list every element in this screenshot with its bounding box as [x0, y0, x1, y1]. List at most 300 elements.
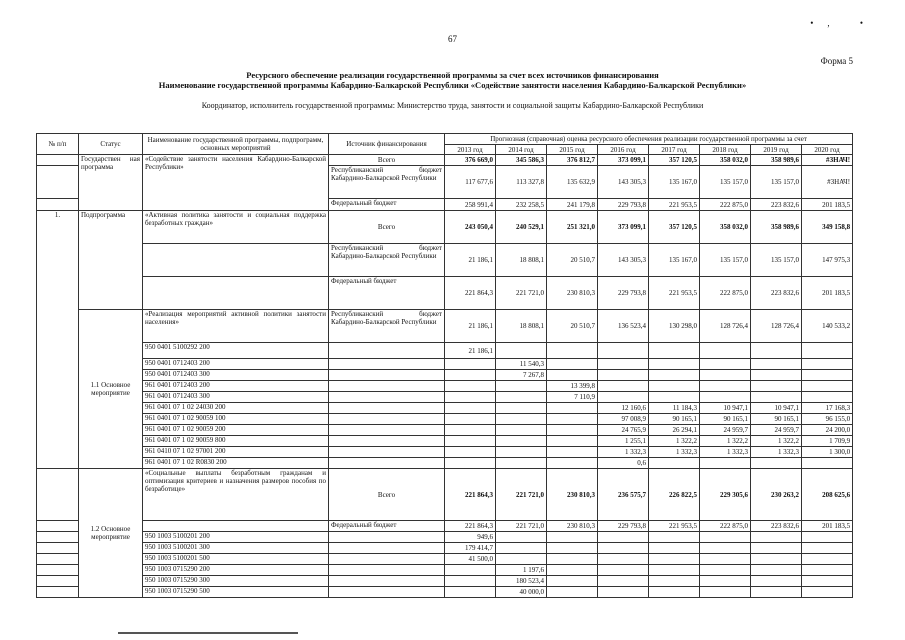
cell-source: [329, 392, 445, 403]
cell-value-2015-год: 7 110,9: [547, 392, 598, 403]
cell-value-2020-год: [802, 532, 853, 543]
cell-value-2013-год: 949,6: [445, 532, 496, 543]
cell-source: [329, 447, 445, 458]
cell-name: 950 1003 0715290 300: [143, 576, 329, 587]
cell-value-2013-год: 221 864,3: [445, 469, 496, 521]
cell-value-2016-год: 0,6: [598, 458, 649, 469]
table-row: [37, 414, 853, 425]
header-year: 2018 год: [700, 145, 751, 155]
cell-value-2014-год: 18 808,1: [496, 244, 547, 277]
cell-value-2017-год: 226 822,5: [649, 469, 700, 521]
cell-value-2020-год: 1 300,0: [802, 447, 853, 458]
cell-value-2013-год: 21 186,1: [445, 244, 496, 277]
cell-value-2016-год: [598, 532, 649, 543]
cell-value-2015-год: [547, 343, 598, 359]
cell-value-2018-год: [700, 532, 751, 543]
coordinator-line: Координатор, исполнитель государственной программы: Министерство труда, занятости и социальной защиты Кабардино-Балкарской Республики: [201, 101, 704, 110]
cell-value-2013-год: [445, 370, 496, 381]
cell-value-2017-год: [649, 543, 700, 554]
cell-source: [329, 532, 445, 543]
cell-value-2017-год: [649, 554, 700, 565]
cell-value-2020-год: [802, 392, 853, 403]
cell-value-2017-год: [649, 458, 700, 469]
table-row: [37, 436, 853, 447]
cell-value-2018-год: 222 875,0: [700, 199, 751, 211]
cell-value-2013-год: [445, 414, 496, 425]
table-row: [37, 155, 853, 166]
cell-value-2014-год: [496, 447, 547, 458]
header-year: 2020 год: [802, 145, 853, 155]
cell-value-2016-год: 143 305,3: [598, 166, 649, 199]
cell-value-2013-год: 179 414,7: [445, 543, 496, 554]
cell-source: [329, 436, 445, 447]
cell-name: 950 0401 0712403 200: [143, 359, 329, 370]
cell-value-2017-год: 135 167,0: [649, 166, 700, 199]
cell-value-2016-год: [598, 554, 649, 565]
table-row: [37, 565, 853, 576]
cell-value-2017-год: 1 322,2: [649, 436, 700, 447]
cell-value-2015-год: [547, 436, 598, 447]
cell-value-2020-год: [802, 554, 853, 565]
cell-value-2020-год: 201 183,5: [802, 521, 853, 532]
cell-value-2020-год: 1 709,9: [802, 436, 853, 447]
cell-value-2019-год: 10 947,1: [751, 403, 802, 414]
cell-value-2013-год: 221 864,3: [445, 521, 496, 532]
cell-value-2016-год: 229 793,8: [598, 277, 649, 310]
cell-value-2016-год: 1 255,1: [598, 436, 649, 447]
cell-value-2019-год: 358 989,6: [751, 211, 802, 244]
cell-value-2018-год: 10 947,1: [700, 403, 751, 414]
cell-source: [329, 554, 445, 565]
cell-value-2020-год: [802, 543, 853, 554]
cell-source: [329, 381, 445, 392]
header-name: Наименование государственной программы, подпрограмм, основных мероприятий: [143, 134, 329, 155]
cell-value-2018-год: 135 157,0: [700, 166, 751, 199]
cell-source: [329, 587, 445, 598]
cell-value-2016-год: 373 099,1: [598, 211, 649, 244]
cell-value-2013-год: [445, 458, 496, 469]
table-row: [37, 381, 853, 392]
cell-value-2017-год: 357 120,5: [649, 211, 700, 244]
cell-name: «Реализация мероприятий активной политики занятости населения»: [143, 310, 329, 343]
cell-value-2013-год: [445, 576, 496, 587]
cell-value-2016-год: 373 099,1: [598, 155, 649, 166]
cell-value-2015-год: [547, 370, 598, 381]
cell-value-2019-год: [751, 543, 802, 554]
cell-value-2017-год: [649, 587, 700, 598]
cell-value-2017-год: [649, 576, 700, 587]
cell-status: Подпрограмма: [79, 211, 143, 310]
bottom-edge-mark: [118, 632, 298, 634]
cell-value-2015-год: [547, 403, 598, 414]
page-number: 67: [448, 34, 457, 44]
table-row: [37, 521, 853, 532]
cell-value-2020-год: 147 975,3: [802, 244, 853, 277]
cell-value-2020-год: 140 533,2: [802, 310, 853, 343]
cell-name: «Активная политика занятости и социальная поддержка безработных граждан»: [143, 211, 329, 244]
cell-source: [329, 370, 445, 381]
cell-value-2016-год: 24 765,9: [598, 425, 649, 436]
cell-source: [329, 576, 445, 587]
cell-value-2020-год: [802, 343, 853, 359]
cell-value-2014-год: 18 808,1: [496, 310, 547, 343]
header-year: 2013 год: [445, 145, 496, 155]
header-estimate: Прогнозная (справочная) оценка ресурсного обеспечения реализации государственной программы за счет: [445, 134, 853, 145]
cell-value-2018-год: 135 157,0: [700, 244, 751, 277]
cell-num: [37, 155, 79, 166]
cell-value-2019-год: [751, 576, 802, 587]
cell-num: [37, 166, 79, 199]
cell-num: [37, 565, 79, 576]
cell-value-2014-год: 180 523,4: [496, 576, 547, 587]
table-row: [37, 244, 853, 277]
header-year: 2017 год: [649, 145, 700, 155]
cell-value-2014-год: 232 258,5: [496, 199, 547, 211]
table-row: [37, 343, 853, 359]
cell-value-2016-год: 229 793,8: [598, 521, 649, 532]
cell-value-2014-год: [496, 343, 547, 359]
cell-value-2014-год: [496, 414, 547, 425]
cell-value-2019-год: 24 959,7: [751, 425, 802, 436]
cell-value-2020-год: [802, 359, 853, 370]
cell-value-2018-год: 90 165,1: [700, 414, 751, 425]
cell-value-2020-год: #ЗНАЧ!: [802, 166, 853, 199]
cell-value-2014-год: 40 000,0: [496, 587, 547, 598]
cell-value-2018-год: [700, 576, 751, 587]
cell-value-2019-год: [751, 381, 802, 392]
cell-value-2016-год: [598, 543, 649, 554]
cell-value-2020-год: [802, 565, 853, 576]
cell-value-2019-год: 1 332,3: [751, 447, 802, 458]
cell-num: 1.: [37, 211, 79, 469]
cell-value-2013-год: [445, 425, 496, 436]
cell-source: [329, 565, 445, 576]
cell-value-2016-год: [598, 565, 649, 576]
cell-value-2019-год: 358 989,6: [751, 155, 802, 166]
cell-value-2013-год: [445, 392, 496, 403]
cell-value-2013-год: 117 677,6: [445, 166, 496, 199]
cell-value-2013-год: [445, 436, 496, 447]
program-title: Наименование государственной программы Кабардино-Балкарской Республики «Содействие занятости населения Кабардино-Балкарской Республики»: [158, 80, 747, 90]
cell-value-2020-год: 201 183,5: [802, 277, 853, 310]
cell-value-2015-год: 241 179,8: [547, 199, 598, 211]
cell-value-2015-год: [547, 587, 598, 598]
cell-value-2017-год: [649, 392, 700, 403]
cell-value-2015-год: 230 810,3: [547, 277, 598, 310]
cell-name: 950 0401 5100292 200: [143, 343, 329, 359]
cell-name: 961 0410 07 1 02 97001 200: [143, 447, 329, 458]
table-row: [37, 392, 853, 403]
cell-value-2016-год: 143 305,3: [598, 244, 649, 277]
header-source: Источник финансирования: [329, 134, 445, 155]
cell-value-2015-год: 13 399,8: [547, 381, 598, 392]
cell-name: 961 0401 07 1 02 24030 200: [143, 403, 329, 414]
cell-source: [329, 543, 445, 554]
cell-source: Федеральный бюджет: [329, 521, 445, 532]
cell-value-2018-год: [700, 543, 751, 554]
header-year: 2014 год: [496, 145, 547, 155]
cell-value-2016-год: [598, 381, 649, 392]
table-row: [37, 576, 853, 587]
cell-name: 950 1003 0715290 200: [143, 565, 329, 576]
cell-value-2020-год: 208 625,6: [802, 469, 853, 521]
table-body: [37, 155, 853, 598]
table-row: [37, 211, 853, 244]
cell-value-2015-год: [547, 543, 598, 554]
cell-value-2020-год: 17 168,3: [802, 403, 853, 414]
cell-num: [37, 532, 79, 543]
cell-value-2013-год: 221 864,3: [445, 277, 496, 310]
table-row: [37, 532, 853, 543]
cell-value-2018-год: [700, 381, 751, 392]
cell-value-2013-год: 376 669,0: [445, 155, 496, 166]
cell-value-2015-год: [547, 532, 598, 543]
cell-value-2016-год: [598, 370, 649, 381]
cell-source: [329, 414, 445, 425]
cell-value-2017-год: 357 120,5: [649, 155, 700, 166]
cell-value-2020-год: [802, 381, 853, 392]
cell-value-2020-год: #ЗНАЧ!: [802, 155, 853, 166]
cell-value-2020-год: 24 200,0: [802, 425, 853, 436]
cell-value-2019-год: 1 322,2: [751, 436, 802, 447]
header-year: 2016 год: [598, 145, 649, 155]
cell-value-2014-год: [496, 403, 547, 414]
header-status: Статус: [79, 134, 143, 155]
resource-table-wrapper: [36, 133, 852, 598]
document-title: Ресурсного обеспечение реализации государственной программы за счет всех источников финансирования: [246, 70, 659, 80]
cell-source: Республиканский бюджет Кабардино-Балкарской Республики: [329, 244, 445, 277]
cell-value-2017-год: 221 953,5: [649, 521, 700, 532]
cell-value-2017-год: [649, 359, 700, 370]
cell-value-2015-год: 230 810,3: [547, 521, 598, 532]
cell-value-2019-год: 223 832,6: [751, 521, 802, 532]
cell-value-2014-год: 221 721,0: [496, 277, 547, 310]
cell-value-2019-год: 223 832,6: [751, 277, 802, 310]
cell-name: «Содействие занятости населения Кабардино-Балкарской Республики»: [143, 155, 329, 211]
table-row: [37, 370, 853, 381]
cell-value-2016-год: [598, 576, 649, 587]
cell-value-2017-год: 135 167,0: [649, 244, 700, 277]
cell-value-2017-год: 26 294,1: [649, 425, 700, 436]
cell-value-2015-год: 230 810,3: [547, 469, 598, 521]
cell-value-2017-год: 221 953,5: [649, 277, 700, 310]
cell-value-2018-год: 1 332,3: [700, 447, 751, 458]
table-row: [37, 587, 853, 598]
cell-value-2017-год: 130 298,0: [649, 310, 700, 343]
cell-value-2014-год: 1 197,6: [496, 565, 547, 576]
cell-value-2020-год: [802, 370, 853, 381]
cell-value-2015-год: [547, 359, 598, 370]
table-header: [37, 134, 853, 155]
cell-value-2013-год: 258 991,4: [445, 199, 496, 211]
cell-value-2017-год: [649, 370, 700, 381]
table-row: [37, 310, 853, 343]
cell-value-2017-год: [649, 343, 700, 359]
cell-value-2013-год: 243 050,4: [445, 211, 496, 244]
table-row: [37, 543, 853, 554]
cell-value-2014-год: 113 327,8: [496, 166, 547, 199]
cell-value-2016-год: 97 008,9: [598, 414, 649, 425]
cell-value-2015-год: [547, 565, 598, 576]
cell-source: Всего: [329, 155, 445, 166]
cell-value-2017-год: [649, 532, 700, 543]
cell-value-2014-год: 240 529,1: [496, 211, 547, 244]
cell-value-2016-год: [598, 587, 649, 598]
cell-value-2014-год: 345 586,3: [496, 155, 547, 166]
cell-value-2017-год: [649, 381, 700, 392]
cell-value-2018-год: [700, 370, 751, 381]
cell-name: 961 0401 07 1 02 90059 200: [143, 425, 329, 436]
cell-value-2015-год: 20 510,7: [547, 310, 598, 343]
cell-value-2016-год: 136 523,4: [598, 310, 649, 343]
cell-value-2019-год: 90 165,1: [751, 414, 802, 425]
cell-value-2013-год: [445, 359, 496, 370]
cell-value-2014-год: [496, 532, 547, 543]
cell-value-2018-год: 222 875,0: [700, 521, 751, 532]
cell-value-2017-год: [649, 565, 700, 576]
cell-source: [329, 458, 445, 469]
cell-num: [37, 576, 79, 587]
cell-name: 961 0401 07 1 02 90059 100: [143, 414, 329, 425]
cell-value-2015-год: [547, 414, 598, 425]
cell-value-2016-год: 12 160,6: [598, 403, 649, 414]
cell-value-2014-год: [496, 554, 547, 565]
cell-value-2019-год: [751, 370, 802, 381]
cell-value-2014-год: 7 267,8: [496, 370, 547, 381]
cell-value-2019-год: 223 832,6: [751, 199, 802, 211]
cell-value-2013-год: [445, 403, 496, 414]
cell-value-2019-год: [751, 458, 802, 469]
header-year: 2015 год: [547, 145, 598, 155]
cell-source: Всего: [329, 211, 445, 244]
cell-value-2018-год: [700, 458, 751, 469]
cell-value-2013-год: [445, 447, 496, 458]
table-row: [37, 458, 853, 469]
cell-num: [37, 587, 79, 598]
table-row: [37, 359, 853, 370]
cell-value-2019-год: [751, 587, 802, 598]
cell-value-2018-год: [700, 565, 751, 576]
cell-value-2019-год: [751, 554, 802, 565]
cell-value-2014-год: [496, 543, 547, 554]
cell-value-2013-год: [445, 587, 496, 598]
cell-name: 950 1003 5100201 200: [143, 532, 329, 543]
cell-source: Федеральный бюджет: [329, 199, 445, 211]
cell-status: 1.2 Основное мероприятие: [79, 469, 143, 598]
cell-value-2016-год: [598, 392, 649, 403]
table-row: [37, 403, 853, 414]
header-year: 2019 год: [751, 145, 802, 155]
cell-value-2014-год: [496, 392, 547, 403]
cell-source: Всего: [329, 469, 445, 521]
cell-num: [37, 199, 79, 211]
cell-source: Республиканский бюджет Кабардино-Балкарской Республики: [329, 310, 445, 343]
cell-value-2019-год: [751, 565, 802, 576]
cell-value-2014-год: [496, 436, 547, 447]
cell-value-2020-год: [802, 576, 853, 587]
cell-value-2014-год: [496, 458, 547, 469]
cell-value-2015-год: [547, 447, 598, 458]
table-row: [37, 277, 853, 310]
cell-value-2018-год: 229 305,6: [700, 469, 751, 521]
cell-name: [143, 277, 329, 310]
cell-source: [329, 343, 445, 359]
cell-value-2015-год: 135 632,9: [547, 166, 598, 199]
cell-num: [37, 543, 79, 554]
cell-value-2018-год: 222 875,0: [700, 277, 751, 310]
cell-value-2017-год: 221 953,5: [649, 199, 700, 211]
cell-value-2019-год: 135 157,0: [751, 166, 802, 199]
cell-source: Республиканский бюджет Кабардино-Балкарской Республики: [329, 166, 445, 199]
cell-value-2020-год: 96 155,0: [802, 414, 853, 425]
header-num: № п/п: [37, 134, 79, 155]
cell-name: [143, 244, 329, 277]
cell-value-2018-год: [700, 554, 751, 565]
cell-value-2020-год: [802, 587, 853, 598]
cell-value-2018-год: 128 726,4: [700, 310, 751, 343]
cell-value-2019-год: [751, 359, 802, 370]
cell-name: 961 0401 0712403 200: [143, 381, 329, 392]
cell-value-2020-год: 349 158,8: [802, 211, 853, 244]
cell-value-2016-год: 229 793,8: [598, 199, 649, 211]
cell-num: [37, 554, 79, 565]
cell-value-2013-год: 41 500,0: [445, 554, 496, 565]
cell-name: 950 1003 5100201 500: [143, 554, 329, 565]
cell-name: «Социальные выплаты безработным гражданам и оптимизация критериев и назначения размеров пособия по безработице»: [143, 469, 329, 521]
cell-name: 950 0401 0712403 300: [143, 370, 329, 381]
form-label: Форма 5: [820, 56, 853, 66]
cell-name: 961 0401 07 1 02 90059 800: [143, 436, 329, 447]
cell-value-2014-год: 221 721,0: [496, 521, 547, 532]
table-row: [37, 554, 853, 565]
cell-value-2020-год: 201 183,5: [802, 199, 853, 211]
cell-value-2016-год: 1 332,3: [598, 447, 649, 458]
cell-source: Федеральный бюджет: [329, 277, 445, 310]
cell-value-2015-год: [547, 554, 598, 565]
table-row: [37, 469, 853, 521]
cell-name: [143, 521, 329, 532]
cell-num: [37, 521, 79, 532]
cell-value-2017-год: 1 332,3: [649, 447, 700, 458]
cell-value-2018-год: [700, 343, 751, 359]
cell-value-2015-год: [547, 425, 598, 436]
cell-value-2019-год: 135 157,0: [751, 244, 802, 277]
cell-value-2015-год: [547, 458, 598, 469]
cell-value-2018-год: [700, 359, 751, 370]
cell-value-2014-год: [496, 425, 547, 436]
cell-source: [329, 359, 445, 370]
cell-num: [37, 469, 79, 521]
cell-value-2013-год: [445, 565, 496, 576]
cell-source: [329, 425, 445, 436]
cell-value-2014-год: [496, 381, 547, 392]
cell-name: 961 0401 0712403 300: [143, 392, 329, 403]
table-row: [37, 425, 853, 436]
cell-value-2018-год: 1 322,2: [700, 436, 751, 447]
cell-value-2018-год: 358 032,0: [700, 155, 751, 166]
cell-value-2019-год: 128 726,4: [751, 310, 802, 343]
cell-value-2020-год: [802, 458, 853, 469]
cell-source: [329, 403, 445, 414]
corner-marks: •, •: [810, 18, 877, 28]
cell-name: 950 1003 0715290 500: [143, 587, 329, 598]
cell-value-2014-год: 11 540,3: [496, 359, 547, 370]
cell-value-2019-год: [751, 343, 802, 359]
cell-value-2016-год: [598, 359, 649, 370]
cell-value-2017-год: 90 165,1: [649, 414, 700, 425]
cell-value-2014-год: 221 721,0: [496, 469, 547, 521]
cell-value-2018-год: 24 959,7: [700, 425, 751, 436]
